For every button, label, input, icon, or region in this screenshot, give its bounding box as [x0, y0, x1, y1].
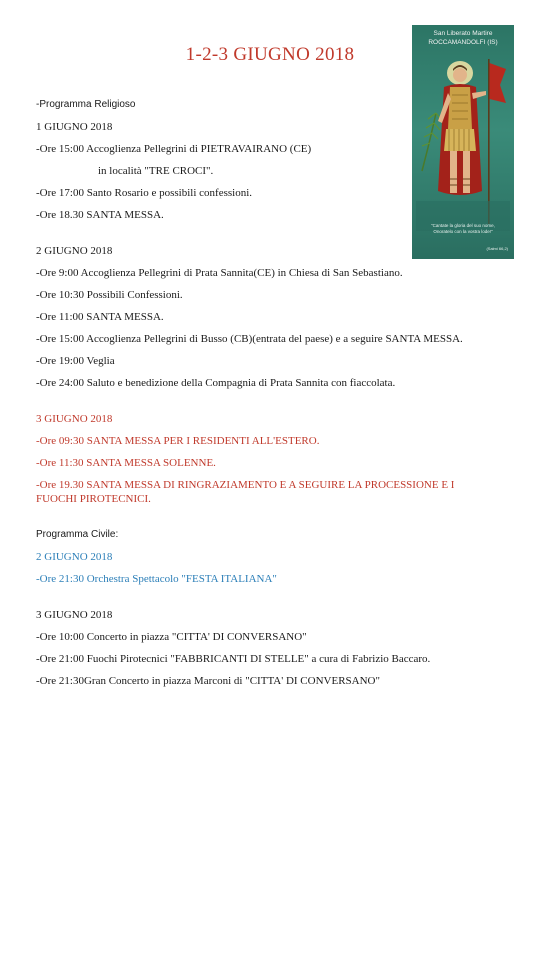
list-item: in località "TRE CROCI".	[98, 165, 214, 177]
list-item: -Ore 21:00 Fuochi Pirotecnici "FABBRICANTI DI STELLE" a cura di Fabrizio Baccaro.	[36, 653, 431, 665]
list-item: -Ore 11:30 SANTA MESSA SOLENNE.	[36, 457, 216, 469]
card-quote-line-2: Onoratelo con la vostra lode!"	[433, 229, 493, 234]
day3-date: 3 GIUGNO 2018	[36, 413, 113, 425]
list-item: -Ore 19.30 SANTA MESSA DI RINGRAZIAMENTO E A SEGUIRE LA PROCESSIONE E I FUOCHI PIROTECNICI.	[36, 479, 455, 505]
card-title: San Liberato Martire	[433, 30, 493, 37]
card-header	[412, 29, 514, 47]
list-item: -Ore 21:30 Orchestra Spettacolo "FESTA ITALIANA"	[36, 573, 277, 585]
list-item: -Ore 15:00 Accoglienza Pellegrini di Busso (CB)(entrata del paese) e a seguire SANTA MESSA.	[36, 333, 463, 345]
program-content	[36, 98, 506, 696]
list-item: -Ore 09:30 SANTA MESSA PER I RESIDENTI ALL'ESTERO.	[36, 435, 320, 447]
civil-day3-date: 3 GIUGNO 2018	[36, 609, 113, 621]
day1-date: 1 GIUGNO 2018	[36, 121, 113, 133]
civil-day2-date: 2 GIUGNO 2018	[36, 551, 113, 563]
list-item: -Ore 24:00 Saluto e benedizione della Compagnia di Prata Sannita con fiaccolata.	[36, 377, 396, 389]
list-item: -Ore 18.30 SANTA MESSA.	[36, 209, 164, 221]
card-location: ROCCAMANDOLFI (IS)	[428, 39, 498, 46]
civil-program-header: Programma Civile:	[36, 529, 119, 540]
day2-date: 2 GIUGNO 2018	[36, 245, 113, 257]
page-title: 1-2-3 GIUGNO 2018	[185, 44, 355, 65]
card-quote-line-1: "Cantate la gloria del suo nome,	[431, 223, 495, 228]
list-item: -Ore 9:00 Accoglienza Pellegrini di Prata Sannita(CE) in Chiesa di San Sebastiano.	[36, 267, 403, 279]
card-quote-reference: (Salmi 66,2)	[486, 246, 508, 251]
list-item: -Ore 10:30 Possibili Confessioni.	[36, 289, 183, 301]
list-item: -Ore 11:00 SANTA MESSA.	[36, 311, 164, 323]
list-item: -Ore 15:00 Accoglienza Pellegrini di PIETRAVAIRANO (CE)	[36, 143, 312, 155]
list-item: -Ore 19:00 Veglia	[36, 355, 115, 367]
religious-program-header: -Programma Religioso	[36, 99, 136, 110]
list-item: -Ore 21:30Gran Concerto in piazza Marconi di "CITTA' DI CONVERSANO"	[36, 675, 380, 687]
list-item: -Ore 17:00 Santo Rosario e possibili confessioni.	[36, 187, 253, 199]
list-item: -Ore 10:00 Concerto in piazza "CITTA' DI CONVERSANO"	[36, 631, 307, 643]
